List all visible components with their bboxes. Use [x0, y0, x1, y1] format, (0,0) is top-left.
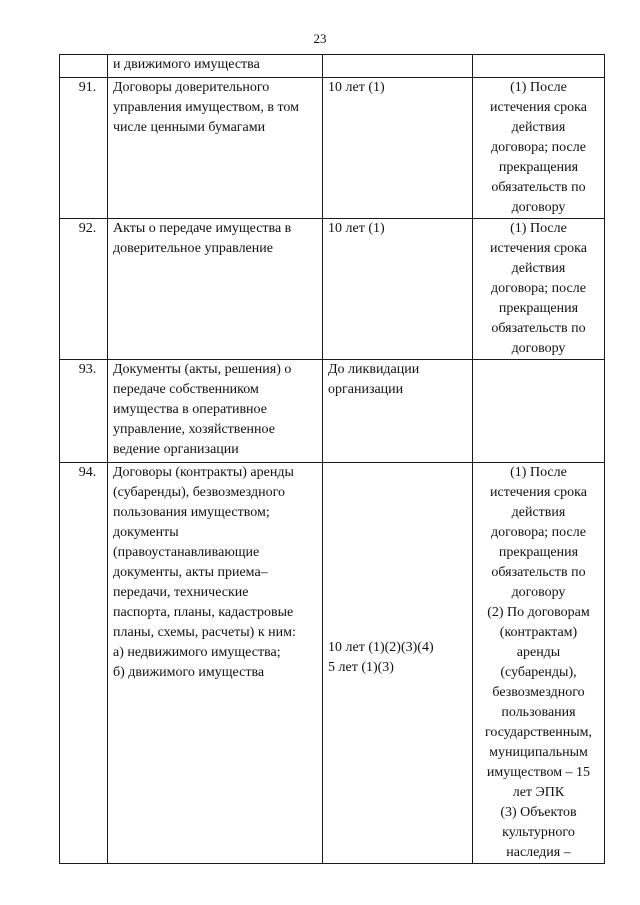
document-type-cell — [108, 219, 323, 360]
document-type-cell — [108, 78, 323, 219]
note-line: (1) После — [510, 80, 567, 95]
note-line: истечения срока — [490, 241, 587, 256]
document-type-cell — [108, 463, 323, 864]
row-number: 91. — [60, 78, 108, 219]
note-line: пользования — [501, 705, 576, 720]
note-line: (1) После — [510, 465, 567, 480]
document-type-line: управления имуществом, в том — [113, 100, 300, 115]
row-number: 93. — [60, 360, 108, 463]
note-line: имуществом – 15 — [486, 765, 591, 780]
row-number: 94. — [60, 463, 108, 864]
note-cell — [473, 463, 605, 864]
retention-period-line: организации — [328, 382, 404, 397]
document-type-line: (субаренды), безвозмездного — [113, 485, 285, 500]
retention-period-line: 5 лет (1)(3) — [328, 660, 394, 675]
note-line: прекращения — [498, 301, 579, 316]
document-type-line: Документы (акты, решения) о — [113, 362, 292, 377]
note-line: культурного — [502, 825, 575, 840]
note-line: договору — [511, 341, 566, 356]
document-type-line: и движимого имущества — [113, 57, 260, 72]
document-type-line: ведение организации — [113, 442, 239, 457]
row-number — [60, 55, 108, 78]
document-type-line: пользования имуществом; — [113, 505, 270, 520]
table-row — [60, 78, 605, 219]
table-row — [60, 360, 605, 463]
note-cell — [473, 78, 605, 219]
note-line: действия — [511, 261, 566, 276]
note-line: (контрактам) — [499, 625, 578, 640]
page-number: 23 — [313, 31, 327, 46]
table-row — [60, 463, 605, 864]
note-line: обязательств по — [491, 321, 586, 336]
document-type-line: доверительное управление — [113, 241, 273, 256]
note-cell — [473, 55, 605, 78]
note-cell — [473, 360, 605, 463]
retention-period-cell — [323, 463, 473, 864]
note-line: договора; после — [491, 140, 586, 155]
document-type-line: передачи, технические — [113, 585, 249, 600]
note-line: аренды — [516, 645, 561, 660]
table-row — [60, 55, 605, 78]
document-type-line: б) движимого имущества — [113, 665, 265, 680]
document-type-line: (правоустанавливающие — [113, 545, 260, 560]
retention-period-cell — [323, 78, 473, 219]
retention-period-cell — [323, 219, 473, 360]
note-line: действия — [511, 120, 566, 135]
document-type-line: Договоры (контракты) аренды — [113, 465, 294, 480]
note-line: (3) Объектов — [500, 805, 577, 820]
note-line: (1) После — [510, 221, 567, 236]
note-line: договору — [511, 585, 566, 600]
note-line: обязательств по — [491, 180, 586, 195]
document-type-line: документы — [113, 525, 179, 540]
period-spacer — [328, 463, 468, 638]
note-line: действия — [511, 505, 566, 520]
retention-schedule-table — [59, 54, 605, 864]
document-type-line: передаче собственником — [113, 382, 259, 397]
note-line: (субаренды), — [500, 665, 577, 680]
note-line: истечения срока — [490, 485, 587, 500]
table-row — [60, 219, 605, 360]
document-type-line: Акты о передаче имущества в — [113, 221, 292, 236]
note-line: прекращения — [498, 545, 579, 560]
document-type-line: планы, схемы, расчеты) к ним: — [113, 625, 296, 640]
document-type-line: а) недвижимого имущества; — [113, 645, 281, 660]
row-number: 92. — [60, 219, 108, 360]
document-type-line: паспорта, планы, кадастровые — [113, 605, 294, 620]
document-type-cell — [108, 55, 323, 78]
note-cell — [473, 219, 605, 360]
document-type-line: документы, акты приема– — [113, 565, 268, 580]
retention-period-cell — [323, 360, 473, 463]
note-line: истечения срока — [490, 100, 587, 115]
retention-period-line: 10 лет (1)(2)(3)(4) — [328, 640, 434, 655]
note-line: договора; после — [491, 525, 586, 540]
note-line: муниципальным — [489, 745, 588, 760]
retention-period-cell — [323, 55, 473, 78]
retention-period-line: До ликвидации — [328, 362, 420, 377]
note-line: прекращения — [498, 160, 579, 175]
document-type-line: управление, хозяйственное — [113, 422, 275, 437]
note-line: договора; после — [491, 281, 586, 296]
note-line: наследия – — [506, 845, 571, 860]
note-line: государственным, — [484, 725, 593, 740]
note-line: лет ЭПК — [512, 785, 565, 800]
document-type-line: Договоры доверительного — [113, 80, 270, 95]
retention-period-line: 10 лет (1) — [328, 221, 385, 236]
document-type-line: числе ценными бумагами — [113, 120, 266, 135]
note-line: безвозмездного — [492, 685, 585, 700]
note-line: обязательств по — [491, 565, 586, 580]
retention-period-line: 10 лет (1) — [328, 80, 385, 95]
document-type-cell — [108, 360, 323, 463]
document-type-line: имущества в оперативное — [113, 402, 267, 417]
note-line: (2) По договорам — [487, 605, 590, 620]
note-line: договору — [511, 200, 566, 215]
